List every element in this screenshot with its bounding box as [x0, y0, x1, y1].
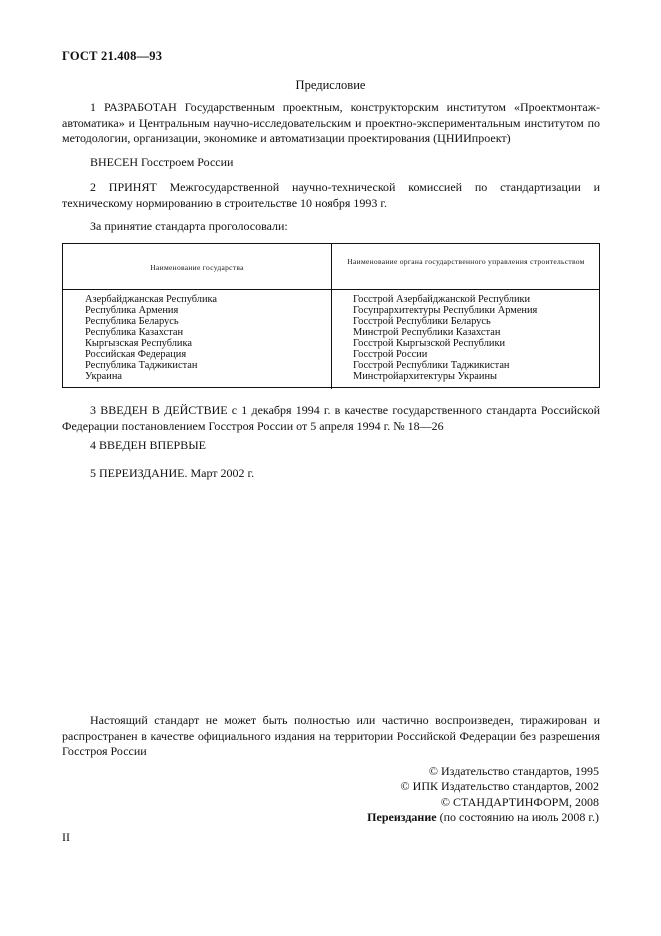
table-cell-state: Республика Казахстан: [85, 327, 184, 338]
item-4-head: ВВЕДЕН ВПЕРВЫЕ: [99, 438, 206, 452]
vote-intro: За принятие стандарта проголосовали:: [90, 219, 288, 233]
table-header-body: Наименование органа государственного управления строительством: [347, 257, 585, 266]
table-cell-body: Госстрой Республики Беларусь: [353, 316, 491, 327]
table-cell-state: Азербайджанская Республика: [85, 294, 218, 305]
bodies-column: [353, 294, 537, 382]
table-cell-state: Республика Беларусь: [85, 316, 179, 327]
document-code: ГОСТ 21.408—93: [62, 49, 163, 63]
reissue-date: (по состоянию на июль 2008 г.): [439, 810, 599, 825]
table-cell-state: Республика Таджикистан: [85, 360, 198, 371]
table-cell-state: Кыргызская Республика: [85, 338, 192, 349]
page-title: Предисловие: [295, 78, 366, 92]
item-2-head: ПРИНЯТ: [108, 180, 157, 194]
item-5-head: ПЕРЕИЗДАНИЕ.: [99, 466, 188, 480]
item-2-number: 2: [90, 180, 96, 194]
table-cell-body: Минстрой Республики Казахстан: [353, 327, 501, 338]
item-5-number: 5: [90, 466, 96, 480]
item-1: [62, 100, 600, 147]
states-column: [85, 294, 217, 382]
table-cell-state: Украина: [85, 371, 123, 382]
table-header-state: Наименование государства: [150, 263, 244, 272]
reissue-label: Переиздание: [367, 810, 437, 825]
item-4-number: 4: [90, 438, 96, 452]
table-cell-state: Республика Армения: [85, 305, 179, 316]
item-3-number: 3: [90, 403, 96, 417]
copyright-block: [367, 764, 599, 826]
item-3: [62, 403, 600, 434]
table-cell-body: Госстрой Азербайджанской Республики: [353, 294, 531, 305]
item-1-text: Государственным проектным, конструкторским институтом «Проектмонтаж-автоматика» и Центральным научно-исследовательским и проектно-экспериментальным институтом по методологии, организации, экономике и автоматизации проектирования (ЦНИИпроект): [62, 100, 601, 146]
item-1-head: РАЗРАБОТАН: [103, 100, 177, 114]
item-5: [62, 466, 600, 482]
introduced-by: [62, 155, 600, 171]
item-5-text: Март 2002 г.: [190, 466, 255, 480]
table-column-divider: [331, 244, 332, 389]
table-cell-body: Госстрой Кыргызской Республики: [353, 338, 506, 349]
copyright-line: © СТАНДАРТИНФОРМ, 2008: [440, 794, 599, 809]
item-2-text: Межгосударственной научно-технической комиссией по стандартизации и техническому нормированию в строительстве 10 ноября 1993 г.: [62, 180, 601, 210]
table-cell-body: Минстройархитектуры Украины: [353, 371, 497, 382]
table-cell-body: Госстрой Республики Таджикистан: [353, 360, 510, 371]
item-3-text: с 1 декабря 1994 г. в качестве государственного стандарта Российской Федерации постановлением Госстроя России от 5 апреля 1994 г. № 18—26: [62, 403, 601, 433]
introduced-head: ВНЕСЕН: [90, 155, 138, 169]
item-3-head: ВВЕДЕН В ДЕЙСТВИЕ: [100, 403, 228, 417]
table-cell-body: Госстрой России: [353, 349, 428, 360]
reissue-line: [367, 810, 599, 825]
item-2: [62, 180, 600, 211]
voting-table: [62, 243, 600, 388]
page-number: II: [62, 830, 70, 844]
table-cell-body: Госупрархитектуры Республики Армения: [353, 305, 538, 316]
table-cell-state: Российская Федерация: [85, 349, 187, 360]
introduced-text: Госстроем России: [141, 155, 234, 169]
copyright-line: © ИПК Издательство стандартов, 2002: [400, 779, 599, 794]
item-1-number: 1: [90, 100, 96, 114]
reproduction-notice: Настоящий стандарт не может быть полностью или частично воспроизведен, тиражирован и распространен в качестве официального издания на территории Российской Федерации без разрешения Госстроя России: [62, 713, 600, 759]
item-4: [62, 438, 600, 454]
table-header-divider: [63, 289, 599, 290]
copyright-line: © Издательство стандартов, 1995: [428, 764, 599, 778]
